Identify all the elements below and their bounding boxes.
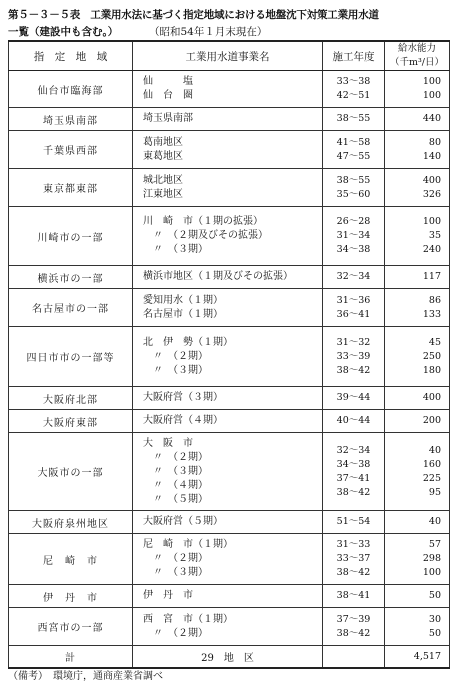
region-cell: 尼 崎 市 [9, 534, 133, 585]
capacity-cell [385, 108, 450, 131]
header-capacity-unit: （千m³/日） [389, 57, 445, 68]
project-cell-line: 〃 （３期） [143, 364, 208, 376]
project-cell-line: 大阪府営（４期） [143, 415, 223, 426]
total-year-empty [323, 646, 385, 668]
year-cell-line: 38～55 [336, 174, 371, 186]
capacity-cell [385, 534, 450, 585]
region-cell: 横浜市の一部 [9, 266, 133, 289]
project-cell-line: 葛南地区 [143, 136, 183, 148]
table-row [9, 108, 450, 131]
capacity-cell-line: 400 [422, 392, 441, 403]
capacity-cell-line: 30 [428, 613, 441, 625]
year-cell [323, 534, 385, 585]
year-cell-line: 34～38 [336, 458, 371, 470]
remark: （備考） 環境庁，通商産業省調べ [8, 671, 163, 682]
year-cell-line: 35～60 [336, 188, 371, 200]
capacity-cell [385, 410, 450, 433]
header-capacity [385, 41, 450, 71]
capacity-cell-line: 140 [422, 150, 441, 162]
project-cell-line: 江東地区 [143, 188, 183, 200]
capacity-cell [385, 511, 450, 534]
capacity-cell-line: 240 [422, 244, 441, 255]
project-cell [133, 433, 323, 511]
table-row [9, 327, 450, 387]
project-cell-line: 川 崎 市（１期の拡張） [143, 216, 263, 227]
year-cell-line: 51～54 [336, 516, 371, 527]
year-cell-line: 38～42 [336, 567, 371, 578]
project-cell-line: 〃 （２期） [143, 451, 208, 463]
project-cell-line: 仙 塩 [143, 76, 193, 87]
table-row [9, 585, 450, 608]
region-cell: 西宮市の一部 [9, 608, 133, 646]
project-cell [133, 327, 323, 387]
capacity-cell-line: 400 [422, 174, 441, 186]
project-cell-line: 東葛地区 [143, 150, 183, 162]
header-project: 工業用水道事業名 [133, 41, 323, 71]
project-cell-line: 仙 台 圏 [143, 90, 193, 101]
year-cell-line: 42～51 [336, 90, 371, 101]
year-cell-line: 38～42 [336, 486, 371, 498]
capacity-cell [385, 433, 450, 511]
year-cell-line: 36～41 [336, 308, 371, 320]
project-cell [133, 108, 323, 131]
year-cell-line: 31～33 [336, 539, 371, 550]
table-row [9, 608, 450, 646]
year-cell-line: 32～34 [336, 444, 371, 456]
region-cell: 名古屋市の一部 [9, 289, 133, 327]
year-cell [323, 327, 385, 387]
capacity-cell-line: 117 [422, 271, 441, 282]
header-region: 指 定 地 域 [9, 41, 133, 71]
region-cell: 大阪府泉州地区 [9, 511, 133, 534]
project-cell-line: 伊 丹 市 [143, 590, 193, 601]
project-cell-line: 埼玉県南部 [143, 113, 193, 124]
year-cell [323, 410, 385, 433]
year-cell [323, 207, 385, 266]
capacity-cell-line: 326 [422, 188, 441, 200]
year-cell-line: 32～34 [336, 271, 371, 282]
capacity-cell [385, 131, 450, 169]
project-cell [133, 608, 323, 646]
capacity-cell [385, 169, 450, 207]
project-cell-line: 横浜市地区（１期及びその拡張） [143, 271, 293, 282]
year-cell-line: 38～41 [336, 590, 371, 601]
year-cell [323, 131, 385, 169]
year-cell [323, 608, 385, 646]
as-of-note: （昭和54年１月末現在） [154, 26, 268, 38]
capacity-cell-line: 180 [422, 364, 441, 376]
region-cell: 四日市市の一部等 [9, 327, 133, 387]
year-cell [323, 289, 385, 327]
year-cell-line: 38～42 [336, 364, 371, 376]
capacity-cell-line: 160 [422, 458, 441, 470]
year-cell-line: 33～39 [336, 350, 371, 362]
capacity-cell [385, 327, 450, 387]
project-cell-line: 〃 （３期） [143, 244, 208, 255]
capacity-cell [385, 207, 450, 266]
project-cell-line: 〃 （２期） [143, 553, 208, 564]
header-year: 施工年度 [323, 41, 385, 71]
region-cell: 大阪市の一部 [9, 433, 133, 511]
table-row [9, 387, 450, 410]
region-cell: 東京都東部 [9, 169, 133, 207]
header-capacity-label: 給水能力 [397, 43, 436, 54]
project-cell [133, 71, 323, 108]
project-cell [133, 410, 323, 433]
table-row [9, 289, 450, 327]
year-cell-line: 38～42 [336, 627, 371, 639]
region-cell: 埼玉県南部 [9, 108, 133, 131]
region-cell: 川崎市の一部 [9, 207, 133, 266]
capacity-cell-line: 45 [428, 336, 441, 348]
total-count: 29 地 区 [133, 646, 323, 668]
table-row [9, 433, 450, 511]
project-cell-line: 名古屋市（１期） [143, 308, 223, 320]
project-cell-line: 〃 （３期） [143, 465, 208, 477]
region-cell: 千葉県西部 [9, 131, 133, 169]
capacity-cell-line: 86 [428, 294, 441, 306]
year-cell-line: 31～36 [336, 294, 371, 306]
project-cell-line: 〃 （５期） [143, 493, 208, 505]
project-cell [133, 131, 323, 169]
total-capacity: 4,517 [385, 646, 450, 668]
project-cell [133, 266, 323, 289]
table-row [9, 169, 450, 207]
table-row [9, 266, 450, 289]
table-row [9, 71, 450, 108]
project-cell [133, 585, 323, 608]
capacity-cell-line: 50 [428, 590, 441, 601]
project-cell [133, 511, 323, 534]
capacity-cell-line: 95 [428, 486, 441, 498]
year-cell-line: 40～44 [336, 415, 371, 426]
project-cell-line: 〃 （２期） [143, 627, 208, 639]
capacity-cell-line: 250 [422, 350, 441, 362]
year-cell [323, 266, 385, 289]
capacity-cell-line: 40 [428, 444, 441, 456]
year-cell-line: 37～41 [336, 472, 371, 484]
capacity-cell-line: 50 [428, 627, 441, 639]
table-row [9, 511, 450, 534]
region-cell: 仙台市臨海部 [9, 71, 133, 108]
capacity-cell [385, 387, 450, 410]
table-subtitle [8, 24, 267, 39]
capacity-cell-line: 100 [422, 90, 441, 101]
capacity-cell-line: 100 [422, 216, 441, 227]
table-title: 第５－３－５表 工業用水法に基づく指定地域における地盤沈下対策工業用水道 [8, 9, 379, 21]
water-supply-table [8, 40, 450, 669]
region-cell: 伊 丹 市 [9, 585, 133, 608]
year-cell-line: 47～55 [336, 150, 371, 162]
header-row [9, 41, 450, 71]
project-cell-line: 愛知用水（１期） [143, 294, 223, 306]
project-cell [133, 387, 323, 410]
table-row [9, 534, 450, 585]
capacity-cell-line: 440 [422, 113, 441, 124]
year-cell [323, 433, 385, 511]
project-cell [133, 207, 323, 266]
project-cell-line: 〃 （３期） [143, 567, 208, 578]
capacity-cell-line: 80 [428, 136, 441, 148]
year-cell-line: 37～39 [336, 613, 371, 625]
capacity-cell [385, 289, 450, 327]
capacity-cell-line: 298 [422, 553, 441, 564]
total-label: 計 [9, 646, 133, 668]
year-cell [323, 71, 385, 108]
year-cell-line: 38～55 [336, 113, 371, 124]
project-cell-line: 西 宮 市（１期） [143, 613, 233, 625]
year-cell-line: 39～44 [336, 392, 371, 403]
capacity-cell [385, 266, 450, 289]
capacity-cell [385, 71, 450, 108]
year-cell-line: 31～32 [336, 336, 371, 348]
capacity-cell-line: 40 [428, 516, 441, 527]
year-cell [323, 511, 385, 534]
capacity-cell-line: 35 [428, 230, 441, 241]
project-cell-line: 大 阪 市 [143, 437, 193, 449]
capacity-cell-line: 100 [422, 567, 441, 578]
project-cell [133, 534, 323, 585]
capacity-cell-line: 57 [428, 539, 441, 550]
year-cell-line: 33～37 [336, 553, 371, 564]
capacity-cell [385, 585, 450, 608]
table-row [9, 207, 450, 266]
project-cell [133, 169, 323, 207]
year-cell [323, 108, 385, 131]
project-cell [133, 289, 323, 327]
project-cell-line: 城北地区 [143, 174, 183, 186]
project-cell-line: 〃 （２期） [143, 350, 208, 362]
project-cell-line: 北 伊 勢（１期） [143, 336, 233, 348]
project-cell-line: 大阪府営（５期） [143, 516, 223, 527]
year-cell [323, 585, 385, 608]
project-cell-line: 尼 崎 市（１期） [143, 539, 233, 550]
project-cell-line: 〃 （４期） [143, 479, 208, 491]
project-cell-line: 〃 （２期及びその拡張） [143, 230, 268, 241]
capacity-cell-line: 100 [422, 76, 441, 87]
year-cell [323, 387, 385, 410]
year-cell-line: 41～58 [336, 136, 371, 148]
capacity-cell [385, 608, 450, 646]
project-cell-line: 大阪府営（３期） [143, 392, 223, 403]
table-row [9, 131, 450, 169]
table-subtitle-text: 一覧（建設中も含む。） [8, 26, 119, 38]
year-cell-line: 31～34 [336, 230, 371, 241]
capacity-cell-line: 225 [422, 472, 441, 484]
year-cell-line: 34～38 [336, 244, 371, 255]
year-cell [323, 169, 385, 207]
total-row [9, 646, 450, 668]
region-cell: 大阪府東部 [9, 410, 133, 433]
table-body [9, 71, 450, 668]
table-row [9, 410, 450, 433]
capacity-cell-line: 133 [422, 308, 441, 320]
capacity-cell-line: 200 [422, 415, 441, 426]
region-cell: 大阪府北部 [9, 387, 133, 410]
year-cell-line: 33～38 [336, 76, 371, 87]
year-cell-line: 26～28 [336, 216, 371, 227]
